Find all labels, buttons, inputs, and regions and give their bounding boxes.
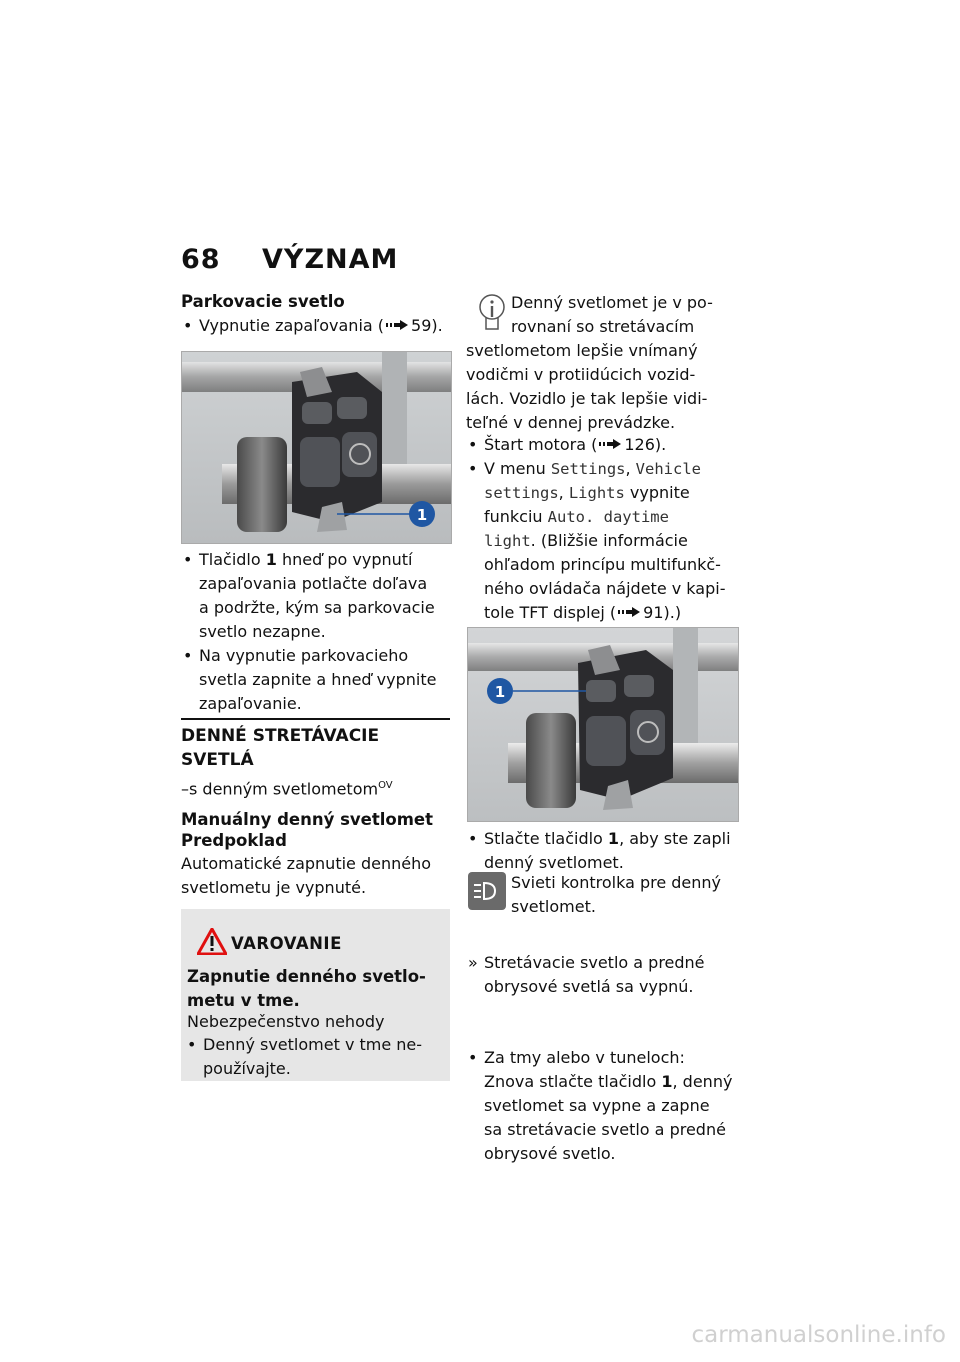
manual-drl-title: Manuálny denný svetlomet <box>181 810 433 829</box>
page-ref-link[interactable]: 59 <box>411 316 432 335</box>
page-ref-link[interactable]: 91 <box>643 603 664 622</box>
handlebar-switch-photo <box>181 351 452 544</box>
handlebar-switch-photo-2 <box>467 627 739 822</box>
page-ref-arrow-icon <box>599 439 621 449</box>
drl-heading: DENNÉ STRETÁVACIE SVETLÁ <box>181 726 380 770</box>
page-ref-arrow-icon <box>618 607 640 617</box>
list-item: • Tlačidlo 1 hneď po vypnutí zapaľovania potlačte doľava a podržte, kým sa parkovacie svetlo nezapne. <box>183 550 435 641</box>
warning-box <box>181 909 450 1081</box>
tunnel-step: • Za tmy alebo v tuneloch: Znova stlačte tlačidlo 1, denný svetlomet sa vypne a zapne sa stretávacie svetlo a predné obrysové svetlo. <box>468 1048 733 1163</box>
page-ref-link[interactable]: 126 <box>624 435 655 454</box>
section-divider <box>181 718 450 720</box>
warning-title: Zapnutie denného svetlo- metu v tme. <box>187 967 426 1010</box>
result-item: » Stretávacie svetlo a predné obrysové svetlá sa vypnú. <box>468 953 705 996</box>
callout-1-label: 1 <box>416 506 428 524</box>
drl-procedure <box>466 433 756 625</box>
daytime-light-indicator-icon <box>468 872 506 910</box>
warning-label: VAROVANIE <box>231 934 342 953</box>
drl-option: –s denným svetlometom$^{OV}$ <box>181 779 393 799</box>
parking-light-title: Parkovacie svetlo <box>181 292 345 311</box>
handlebar-switch-image <box>182 352 451 543</box>
precondition-text: Automatické zapnutie denného svetlometu je vypnuté. <box>181 854 432 897</box>
list-item: • Stlačte tlačidlo 1, aby ste zapli denný svetlomet. <box>468 829 731 872</box>
list-item: • Štart motora ( 126). <box>468 435 667 454</box>
parking-steps <box>181 548 456 716</box>
handlebar-switch-image-2 <box>468 628 738 821</box>
watermark: carmanualsonline.info <box>691 1322 946 1348</box>
list-item: • Na vypnutie parkovacieho svetla zapnite a hneď vypnite zapaľovanie. <box>183 646 437 713</box>
warning-bullet: • Denný svetlomet v tme ne- používajte. <box>187 1035 423 1078</box>
press-button-step <box>466 827 756 875</box>
list-item: • V menu Settings, Vehicle settings, Lights vypnite funkciu Auto. daytime light. (Bližšie informácie ohľadom princípu multifunkč- ného ovládača nájdete v kapi- tole TFT displej ( 91).) <box>468 459 726 622</box>
info-paragraph: Denný svetlomet je v po- rovnaní so stretávacím svetlometom lepšie vnímaný vodičmi v protiidúcich vozid- lách. Vozidlo je tak lepšie vidi- teľné v dennej prevádzke. <box>466 293 713 432</box>
warning-triangle-icon <box>197 928 227 955</box>
page-ref-arrow-icon <box>386 320 408 330</box>
indicator-text: Svieti kontrolka pre denný svetlomet. <box>511 873 722 916</box>
page-number: 68 <box>181 244 221 275</box>
warning-text: Nebezpečenstvo nehody <box>187 1012 385 1031</box>
precondition-title: Predpoklad <box>181 831 287 850</box>
callout-1-label: 1 <box>494 683 506 701</box>
parking-bullet-1: • Vypnutie zapaľovania ( 59). <box>183 316 443 335</box>
section-title: VÝZNAM <box>262 244 399 275</box>
